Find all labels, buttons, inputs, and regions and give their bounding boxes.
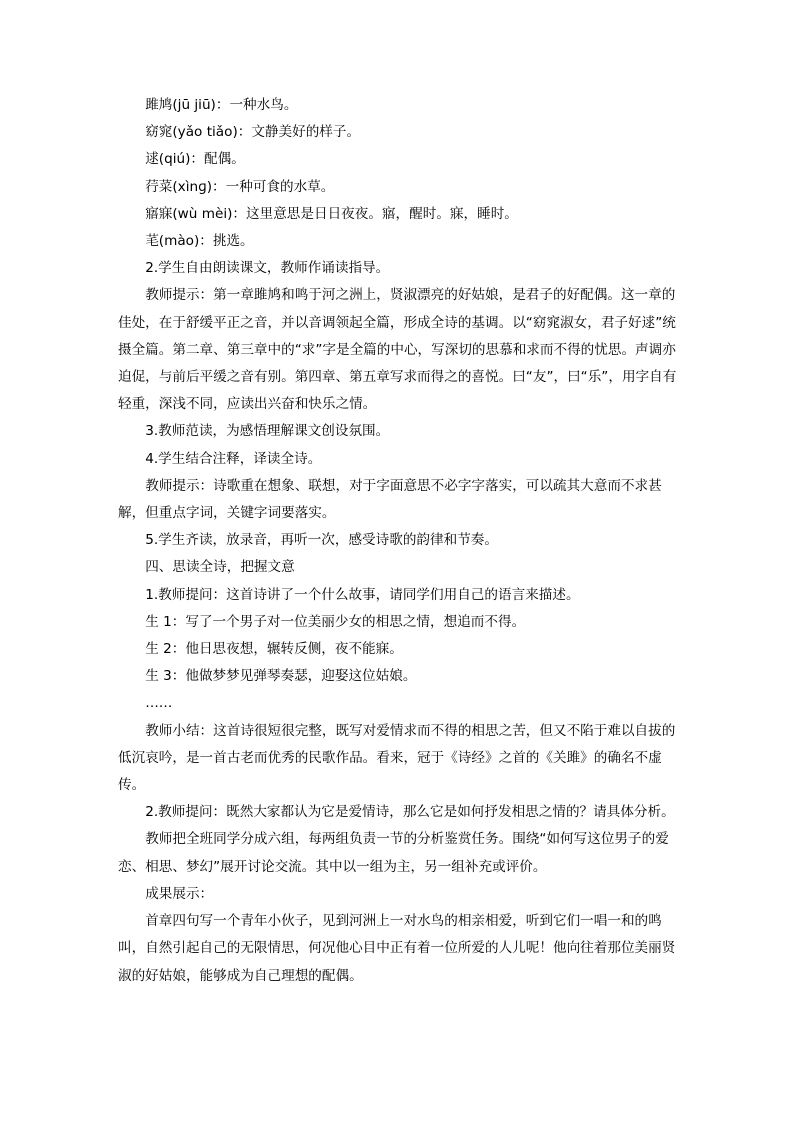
student-answer-1: 生 1：写了一个男子对一位美丽少女的相思之情，想追而不得。 bbox=[145, 613, 526, 630]
step-translate-reading: 4.学生结合注释，译读全诗。 bbox=[145, 450, 322, 467]
document-body bbox=[118, 92, 678, 990]
ellipsis: …… bbox=[145, 695, 173, 712]
group-task: 教师把全班同学分成六组，每两组负责一节的分析鉴赏任务。围绕“如何写这位男子的爱恋、相思、梦幻”展开讨论交流。其中以一组为主，另一组补充或评价。 bbox=[118, 831, 669, 875]
step-free-reading: 2.学生自由朗读课文，教师作诵读指导。 bbox=[145, 260, 390, 277]
teacher-tip-imagination: 教师提示：诗歌重在想象、联想，对于字面意思不必字字落实，可以疏其大意而不求甚解，但重点字词，关键字词要落实。 bbox=[118, 477, 662, 522]
student-answer-3: 生 3：他做梦梦见弹琴奏瑟，迎娶这位姑娘。 bbox=[145, 668, 417, 685]
annotation-jujiu: 雎鸠(jū jiū)：一种水鸟。 bbox=[145, 97, 298, 113]
step-model-reading: 3.教师范读，为感悟理解课文创设氛围。 bbox=[145, 423, 390, 440]
annotation-wumei: 寤寐(wù mèi)：这里意思是日日夜夜。寤，醒时。寐，睡时。 bbox=[145, 205, 518, 222]
annotation-xingcai: 荇菜(xìnɡ)：一种可食的水草。 bbox=[145, 178, 335, 195]
teacher-tip-reading: 教师提示：第一章雎鸠和鸣于河之洲上，贤淑漂亮的好姑娘，是君子的好配偶。这一章的佳处，在于舒缓平正之音，并以音调领起全篇，形成全诗的基调。以“窈窕淑女，君子好逑”统摄全篇。第二章、第三章中的“求”字是全篇的中心，写深切的思慕和求而不得的忧思。声调亦迫促，与前后平缓之音有别。第四章、第五章写求而得之的喜悦。曰“友”，曰“乐”，用字自有轻重，深浅不同，应读出兴奋和快乐之情。 bbox=[118, 287, 677, 413]
step-group-reading: 5.学生齐读，放录音，再听一次，感受诗歌的韵律和节奏。 bbox=[145, 532, 498, 549]
annotation-qiu: 逑(qiú)：配偶。 bbox=[145, 151, 245, 168]
results-paragraph: 首章四句写一个青年小伙子，见到河洲上一对水鸟的相亲相爱，听到它们一唱一和的鸣叫，自然引起自己的无限情思，何况他心目中正有着一位所爱的人儿呢！他向往着那位美丽贤淑的好姑娘，能够成为自己理想的配偶。 bbox=[118, 913, 676, 984]
student-answer-2: 生 2：他日思夜想，辗转反侧，夜不能寐。 bbox=[145, 641, 403, 658]
teacher-question-2: 2.教师提问：既然大家都认为它是爱情诗，那么它是如何抒发相思之情的？请具体分析。 bbox=[145, 804, 675, 821]
annotation-yaotiao: 窈窕(yǎo tiǎo)：文静美好的样子。 bbox=[145, 124, 361, 141]
teacher-question-1: 1.教师提问：这首诗讲了一个什么故事，请同学们用自己的语言来描述。 bbox=[145, 586, 580, 603]
teacher-summary: 教师小结：这首诗很短很完整，既写对爱情求而不得的相思之苦，但又不陷于难以自拔的低沉哀吟，是一首古老而优秀的民歌作品。看来，冠于《诗经》之首的《关雎》的确名不虚传。 bbox=[118, 722, 676, 794]
annotation-mao: 芼(mào)：挑选。 bbox=[145, 233, 254, 250]
results-label: 成果展示： bbox=[145, 885, 214, 902]
section-heading: 四、思读全诗，把握文意 bbox=[145, 559, 295, 576]
